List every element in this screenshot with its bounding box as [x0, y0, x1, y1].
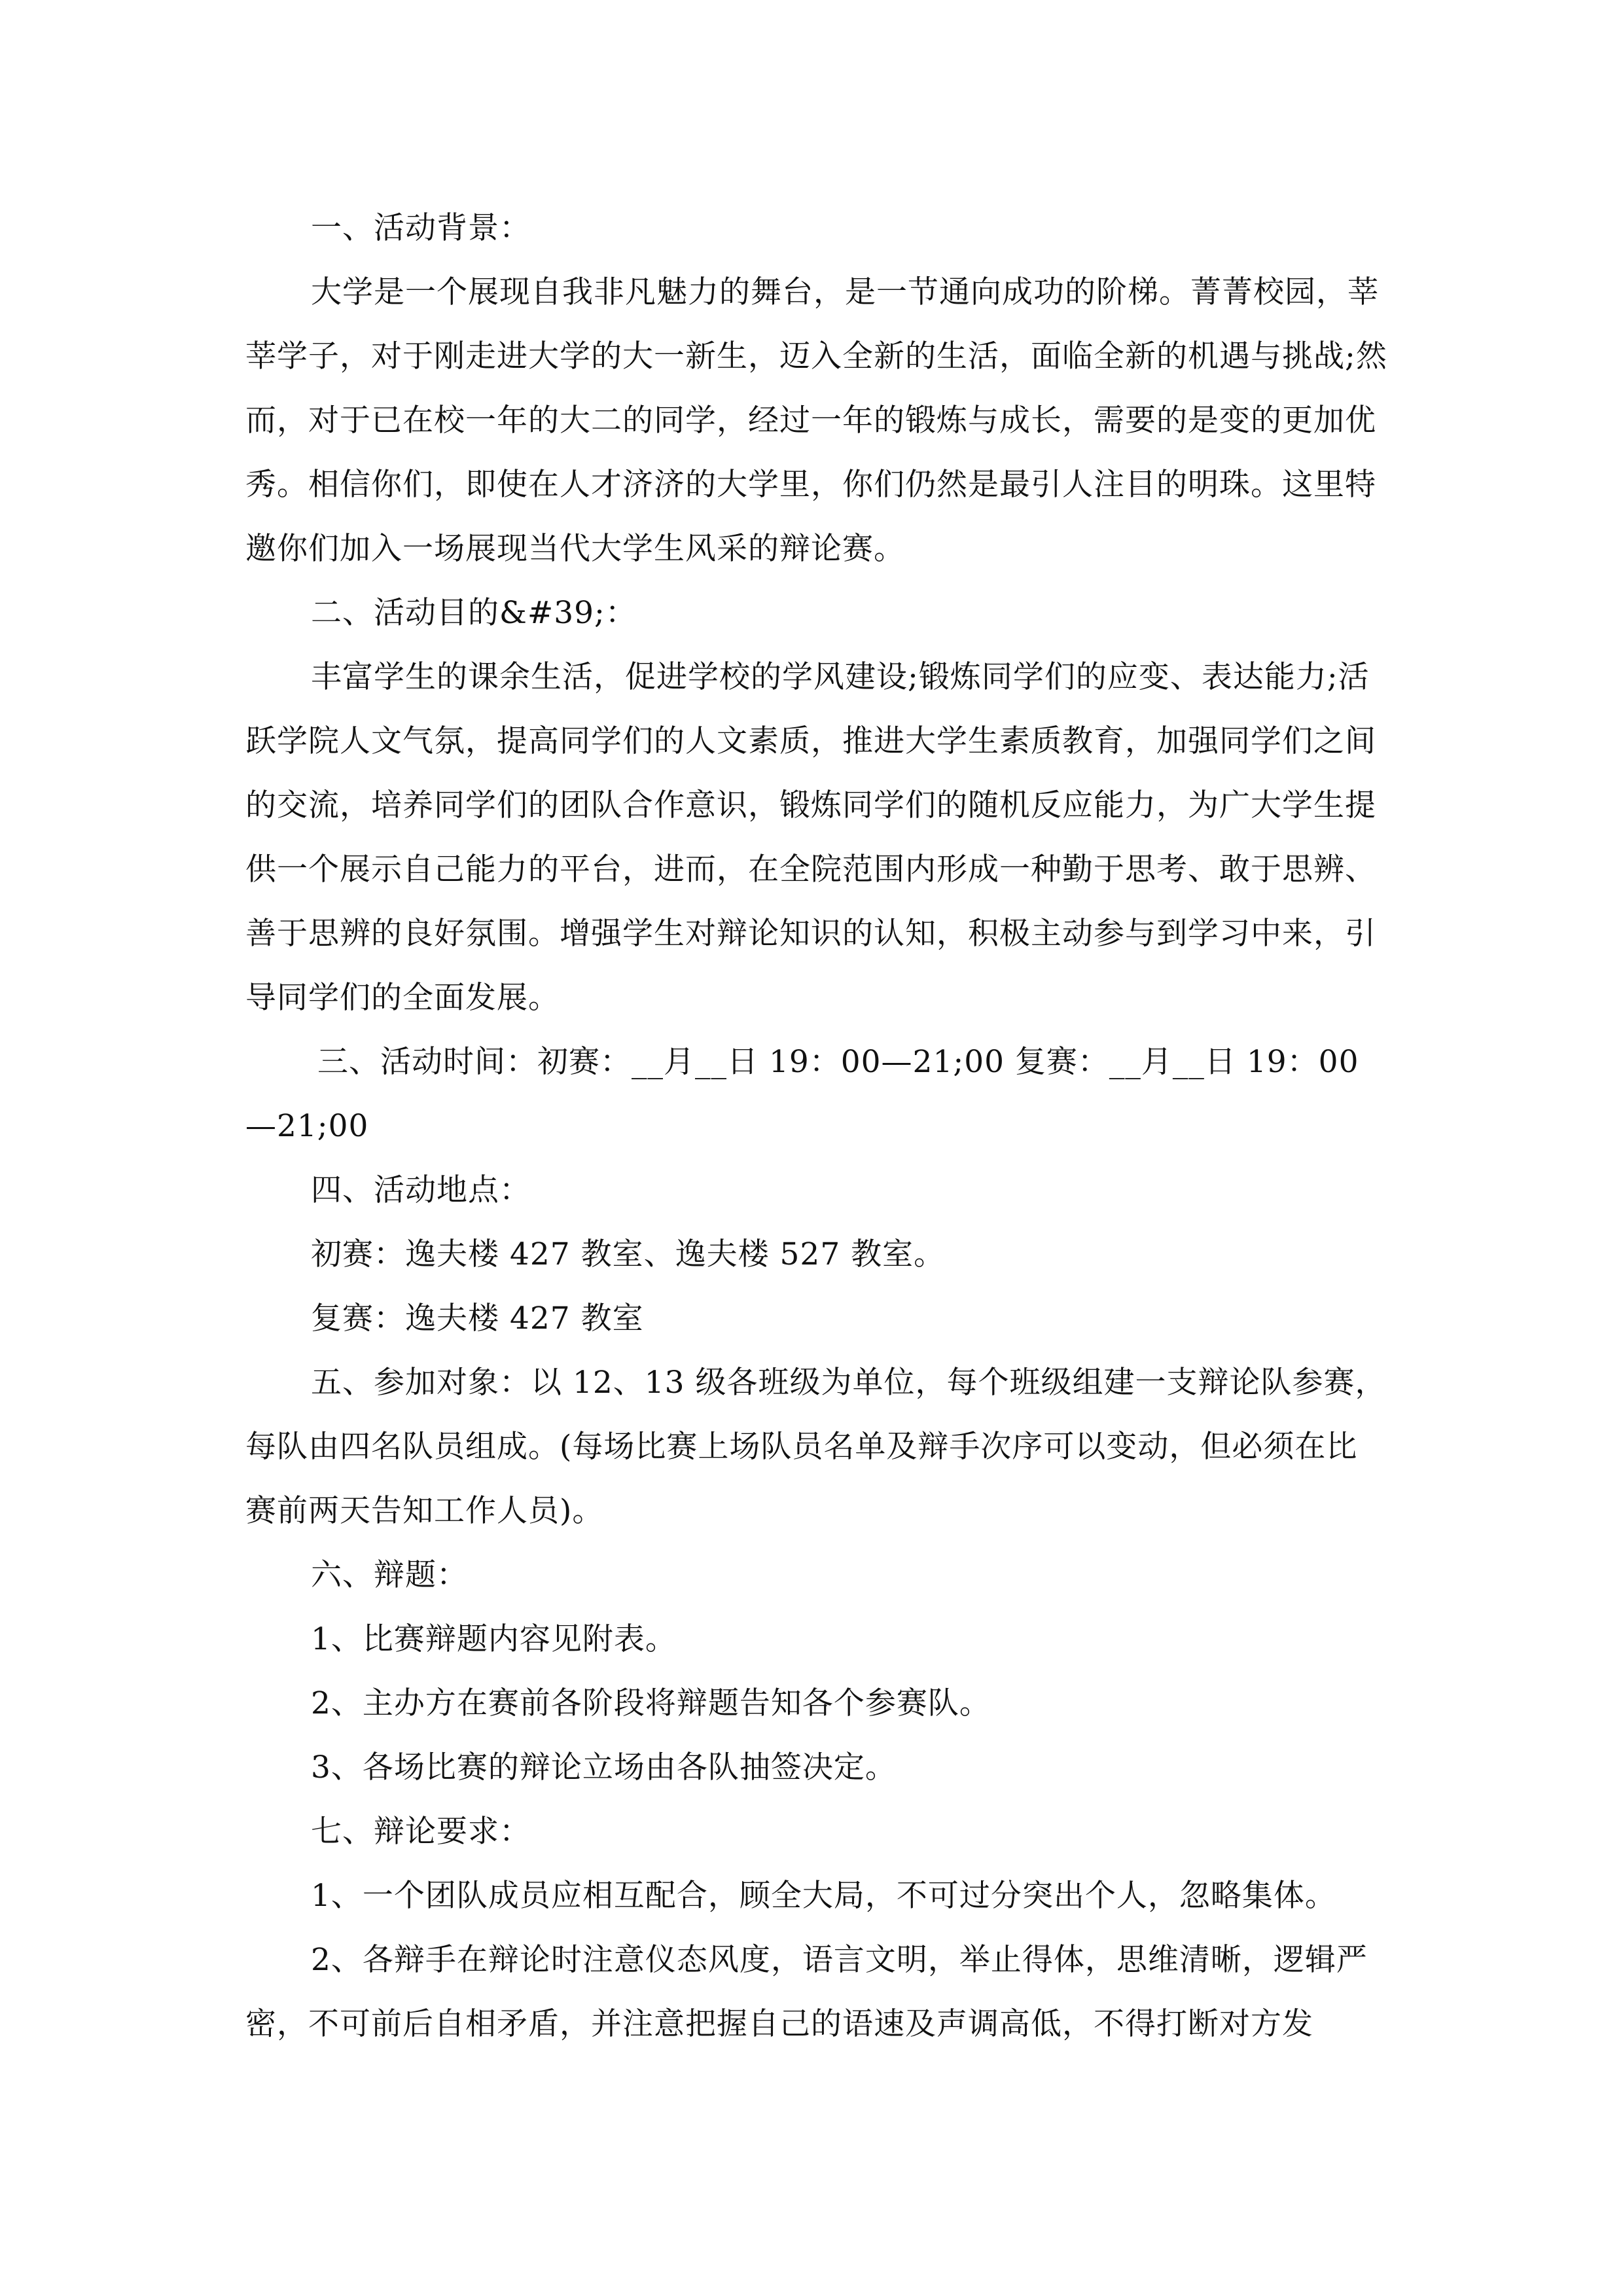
location-preliminary: 初赛：逸夫楼 427 教室、逸夫楼 527 教室。: [311, 1236, 946, 1272]
section-heading-location: 四、活动地点：: [311, 1172, 531, 1208]
section-heading-time: 三、活动时间：初赛：__月__日 19：00—21;00 复赛：__月__日 19：00—21;00: [245, 1044, 1359, 1144]
section-heading-purpose: 二、活动目的&#39;：: [311, 595, 637, 631]
section-heading-requirements: 七、辩论要求：: [311, 1814, 531, 1850]
section-heading-topics: 六、辩题：: [311, 1557, 468, 1593]
document-body: [245, 196, 1387, 2056]
section-heading-background: 一、活动背景：: [311, 210, 531, 246]
paragraph-background: 大学是一个展现自我非凡魅力的舞台，是一节通向成功的阶梯。菁菁校园，莘莘学子，对于刚走进大学的大一新生，迈入全新的生活，面临全新的机遇与挑战;然而，对于已在校一年的大二的同学，经过一年的锻炼与成长，需要的是变的更加优秀。相信你们，即使在人才济济的大学里，你们仍然是最引人注目的明珠。这里特邀你们加入一场展现当代大学生风采的辩论赛。: [245, 274, 1387, 567]
topic-item-1: 1、比赛辩题内容见附表。: [311, 1621, 677, 1657]
topic-item-2: 2、主办方在赛前各阶段将辩题告知各个参赛队。: [311, 1685, 991, 1721]
paragraph-purpose: 丰富学生的课余生活，促进学校的学风建设;锻炼同学们的应变、表达能力;活跃学院人文气氛，提高同学们的人文素质，推进大学生素质教育，加强同学们之间的交流，培养同学们的团队合作意识，锻炼同学们的随机反应能力，为广大学生提供一个展示自己能力的平台，进而，在全院范围内形成一种勤于思考、敢于思辨、善于思辨的良好氛围。增强学生对辩论知识的认知，积极主动参与到学习中来，引导同学们的全面发展。: [245, 659, 1376, 1016]
location-semifinal: 复赛：逸夫楼 427 教室: [311, 1300, 644, 1336]
requirement-item-2: 2、各辩手在辩论时注意仪态风度，语言文明，举止得体，思维清晰，逻辑严密，不可前后自相矛盾，并注意把握自己的语速及声调高低，不得打断对方发: [245, 1942, 1368, 2042]
topic-item-3: 3、各场比赛的辩论立场由各队抽签决定。: [311, 1749, 897, 1785]
section-participants: 五、参加对象：以 12、13 级各班级为单位，每个班级组建一支辩论队参赛，每队由四名队员组成。(每场比赛上场队员名单及辩手次序可以变动，但必须在比赛前两天告知工作人员)。: [245, 1365, 1387, 1529]
requirement-item-1: 1、一个团队成员应相互配合，顾全大局，不可过分突出个人，忽略集体。: [311, 1878, 1336, 1914]
